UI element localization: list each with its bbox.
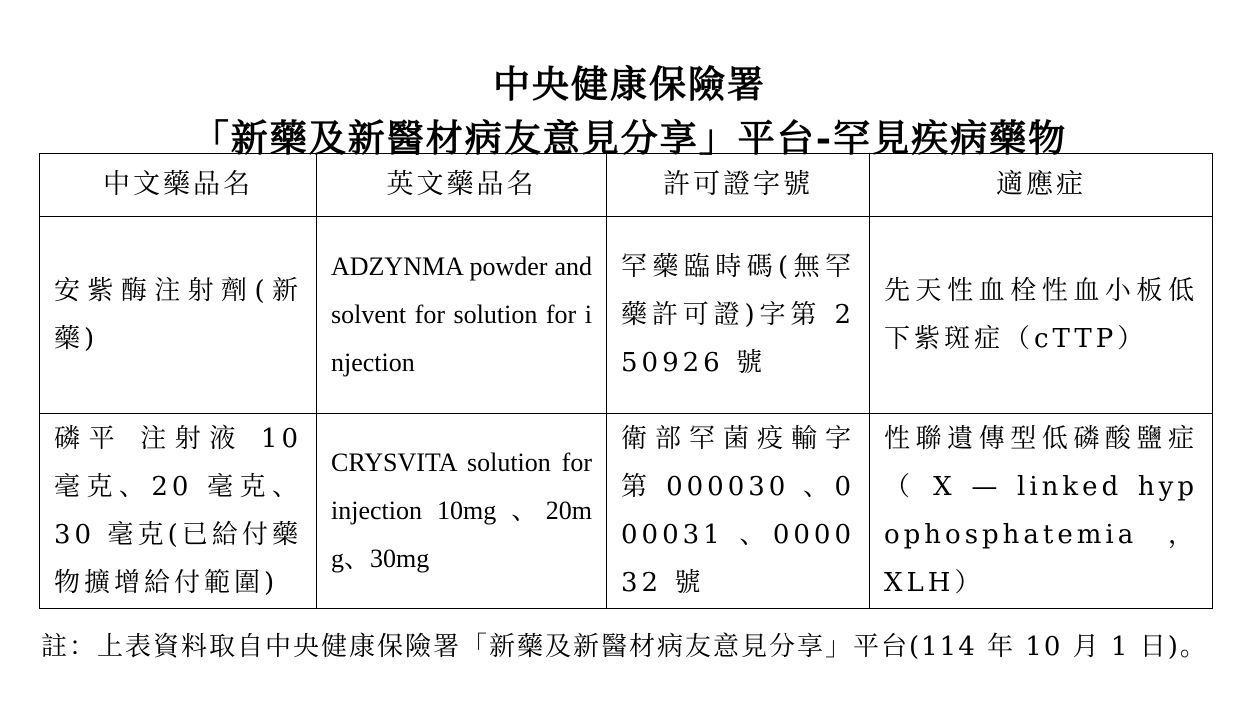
column-header-zh-name: 中文藥品名 <box>40 154 317 217</box>
drug-table <box>39 153 1213 609</box>
table-header-row <box>40 154 1213 217</box>
cell-en-name: ADZYNMA powder and solvent for solution for injection <box>317 217 607 414</box>
cell-indication: 先天性血栓性血小板低下紫斑症（cTTP） <box>870 217 1213 414</box>
cell-indication: 性聯遺傳型低磷酸鹽症 （ X — linked hypophosphatemia ，XLH） <box>870 414 1213 609</box>
table-row <box>40 414 1213 609</box>
cell-en-name: CRYSVITA solution for injection 10mg 、20mg、30mg <box>317 414 607 609</box>
column-header-en-name: 英文藥品名 <box>317 154 607 217</box>
cell-zh-name: 磷平 注射液 10 毫克、20 毫克、30 毫克(已給付藥物擴增給付範圍) <box>40 414 317 609</box>
column-header-indication: 適應症 <box>870 154 1213 217</box>
column-header-license: 許可證字號 <box>607 154 870 217</box>
cell-license: 衛部罕菌疫輸字第 000030 、000031 、000032 號 <box>607 414 870 609</box>
cell-zh-name: 安紫酶注射劑(新藥) <box>40 217 317 414</box>
cell-license: 罕藥臨時碼(無罕藥許可證)字第 250926 號 <box>607 217 870 414</box>
document-subtitle: 「新藥及新醫材病友意見分享」平台-罕見疾病藥物 <box>191 116 1068 160</box>
footnote: 註：上表資料取自中央健康保險署「新藥及新醫材病友意見分享」平台(114 年 10 月 1 日)。 <box>41 632 1208 662</box>
document-title: 中央健康保險署 <box>493 62 766 106</box>
table-row <box>40 217 1213 414</box>
